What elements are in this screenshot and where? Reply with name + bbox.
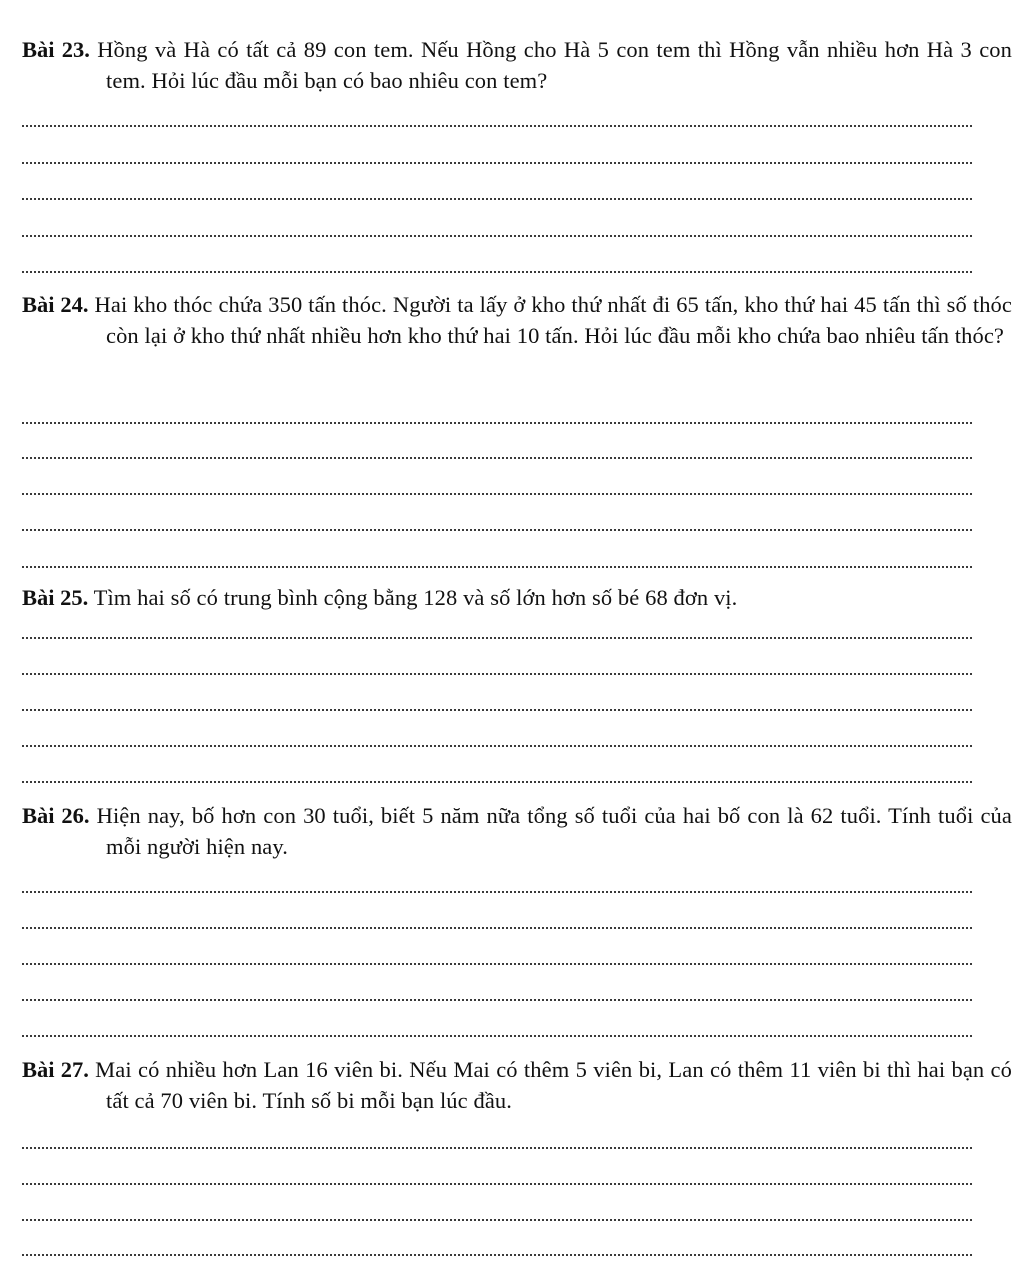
answer-line-26-2[interactable]: [22, 927, 972, 929]
answer-line-24-4[interactable]: [22, 529, 972, 531]
problem-23-text: Hồng và Hà có tất cả 89 con tem. Nếu Hồng cho Hà 5 con tem thì Hồng vẫn nhiều hơn Hà 3 con tem. Hỏi lúc đầu mỗi bạn có bao nhiêu con tem?: [97, 37, 1013, 93]
answer-line-24-1[interactable]: [22, 422, 972, 424]
answer-line-26-5[interactable]: [22, 1035, 972, 1037]
answer-line-27-2[interactable]: [22, 1183, 972, 1185]
answer-line-26-1[interactable]: [22, 891, 972, 893]
problem-26-text-block: [22, 800, 1012, 862]
answer-line-25-4[interactable]: [22, 745, 972, 747]
problem-25-label: Bài 25.: [22, 585, 89, 610]
problem-24-text-block: [22, 289, 1012, 351]
problem-25-text-block: [22, 582, 1012, 613]
answer-line-25-1[interactable]: [22, 637, 972, 639]
problem-24: [22, 289, 1012, 351]
problem-26-text: Hiện nay, bố hơn con 30 tuổi, biết 5 năm nữa tổng số tuổi của hai bố con là 62 tuổi. Tính tuổi của mỗi người hiện nay.: [96, 803, 1012, 859]
problem-27-label: Bài 27.: [22, 1057, 89, 1082]
answer-line-27-3[interactable]: [22, 1219, 972, 1221]
problem-27-text: Mai có nhiều hơn Lan 16 viên bi. Nếu Mai có thêm 5 viên bi, Lan có thêm 11 viên bi thì hai bạn có tất cả 70 viên bi. Tính số bi mỗi bạn lúc đầu.: [95, 1057, 1012, 1113]
problem-23-label: Bài 23.: [22, 37, 90, 62]
problem-23-text-block: [22, 34, 1012, 96]
answer-line-27-4[interactable]: [22, 1254, 972, 1256]
answer-line-23-1[interactable]: [22, 125, 972, 127]
problem-27-text-block: [22, 1054, 1012, 1116]
answer-line-23-5[interactable]: [22, 271, 972, 273]
problem-24-text: Hai kho thóc chứa 350 tấn thóc. Người ta lấy ở kho thứ nhất đi 65 tấn, kho thứ hai 45 tấn thì số thóc còn lại ở kho thứ nhất nhiều hơn kho thứ hai 10 tấn. Hỏi lúc đầu mỗi kho chứa bao nhiêu tấn thóc?: [94, 292, 1012, 348]
answer-line-24-5[interactable]: [22, 566, 972, 568]
answer-line-24-3[interactable]: [22, 493, 972, 495]
problem-23: [22, 34, 1012, 96]
problem-25: [22, 582, 1012, 613]
problem-26-label: Bài 26.: [22, 803, 90, 828]
problem-26: [22, 800, 1012, 862]
answer-line-26-3[interactable]: [22, 963, 972, 965]
problem-24-label: Bài 24.: [22, 292, 89, 317]
problem-25-text: Tìm hai số có trung bình cộng bằng 128 và số lớn hơn số bé 68 đơn vị.: [93, 585, 738, 610]
answer-line-23-2[interactable]: [22, 162, 972, 164]
answer-line-25-2[interactable]: [22, 673, 972, 675]
answer-line-26-4[interactable]: [22, 999, 972, 1001]
problem-27: [22, 1054, 1012, 1116]
answer-line-25-5[interactable]: [22, 781, 972, 783]
answer-line-27-1[interactable]: [22, 1147, 972, 1149]
answer-line-24-2[interactable]: [22, 457, 972, 459]
answer-line-25-3[interactable]: [22, 709, 972, 711]
answer-line-23-3[interactable]: [22, 198, 972, 200]
answer-line-23-4[interactable]: [22, 235, 972, 237]
